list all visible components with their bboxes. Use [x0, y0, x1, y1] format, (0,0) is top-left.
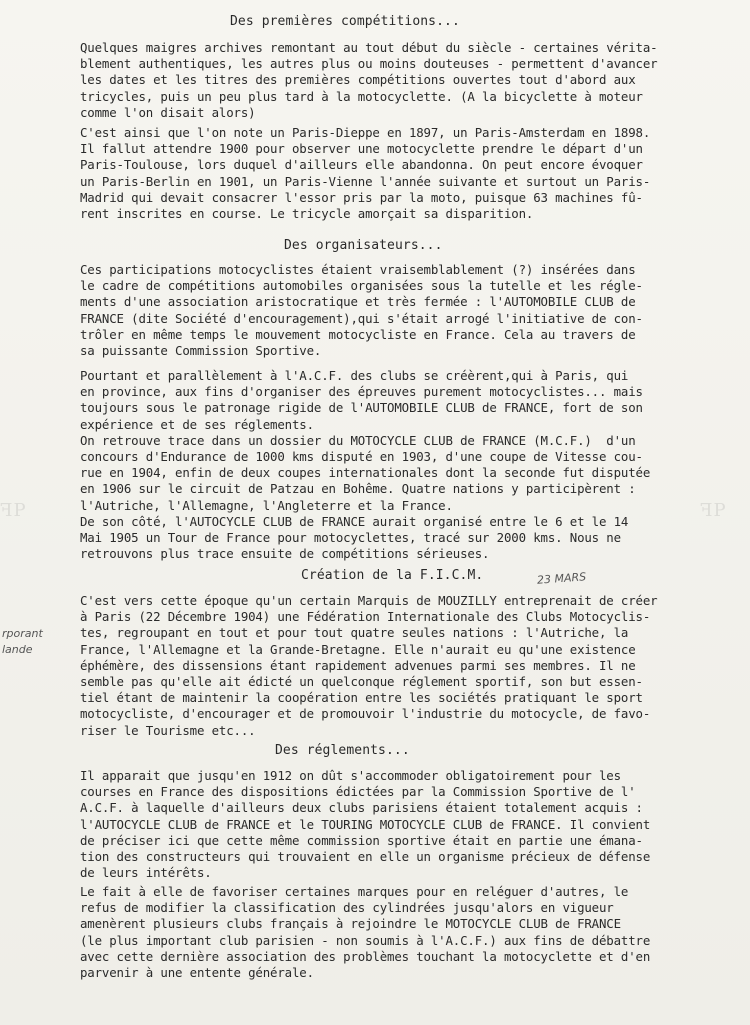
text-line: courses en France des dispositions édictées par la Commission Sportive de l' [80, 784, 636, 800]
text-line: Le fait à elle de favoriser certaines marques pour en reléguer d'autres, le [80, 884, 629, 899]
paragraph [80, 262, 720, 359]
text-line: rent inscrites en course. Le tricycle amorçait sa disparition. [80, 205, 534, 221]
text-line: refus de modifier la classification des cylindrées jusqu'alors en vigueur [80, 900, 614, 916]
text-line: de leurs intérêts. [80, 865, 212, 881]
text-line: retrouvons plus trace ensuite de compétitions sérieuses. [80, 546, 490, 562]
text-line: de préciser ici que cette même commission sportive était en partie une émana- [80, 832, 643, 848]
text-line: (le plus important club parisien - non soumis à l'A.C.F.) aux fins de débattre [80, 932, 651, 948]
text-line: C'est ainsi que l'on note un Paris-Dieppe en 1897, un Paris-Amsterdam en 1898. [80, 125, 651, 140]
text-line: FRANCE (dite Société d'encouragement),qui s'était arrogé l'initiative de con- [80, 310, 643, 326]
text-line: trôler en même temps le mouvement motocycliste en France. Cela au travers de [80, 326, 636, 342]
text-line: parvenir à une entente générale. [80, 964, 314, 980]
text-line: Ces participations motocyclistes étaient vraisemblablement (?) insérées dans [80, 262, 636, 277]
text-line: France, l'Allemagne et la Grande-Bretagne. Elle n'aurait eu qu'une existence [80, 641, 636, 657]
text-line: tricycles, puis un peu plus tard à la motocyclette. (A la bicyclette à moteur [80, 88, 643, 104]
text-line: à Paris (22 Décembre 1904) une Fédération Internationale des Clubs Motocyclis- [80, 609, 651, 625]
heading-creation-ficm: Création de la F.I.C.M. [301, 568, 484, 583]
paragraph [80, 884, 720, 981]
paragraph [80, 768, 720, 881]
paragraph [80, 368, 720, 562]
text-line: De son côté, l'AUTOCYCLE CLUB de FRANCE aurait organisé entre le 6 et le 14 [80, 513, 629, 529]
margin-note-line: lande [2, 643, 33, 656]
text-line: sa puissante Commission Sportive. [80, 342, 322, 358]
margin-note [2, 626, 43, 658]
text-line: Madrid qui devait consacrer l'essor pris par la moto, puisque 63 machines fû- [80, 189, 643, 205]
text-line: Il fallut attendre 1900 pour observer une motocyclette prendre le départ d'un [80, 141, 643, 157]
text-line: rue en 1904, enfin de deux coupes internationales dont la seconde fut disputée [80, 465, 651, 481]
text-line: en 1906 sur le circuit de Patzau en Bohême. Quatre nations y participèrent : [80, 481, 636, 497]
text-line: concours d'Endurance de 1000 kms disputé en 1903, d'une coupe de Vitesse cou- [80, 448, 643, 464]
text-line: en province, aux fins d'organiser des épreuves purement motocyclistes... mais [80, 384, 643, 400]
text-line: Pourtant et parallèlement à l'A.C.F. des clubs se créèrent,qui à Paris, qui [80, 368, 629, 383]
handwritten-annotation: 23 MARS [536, 570, 587, 587]
paragraph [80, 593, 720, 739]
bleed-through-mark: ꟻP [0, 500, 27, 521]
text-line: Quelques maigres archives remontant au tout début du siècle - certaines vérita- [80, 40, 658, 55]
heading-premieres-competitions: Des premières compétitions... [230, 14, 460, 29]
heading-reglements: Des réglements... [275, 743, 410, 758]
text-line: motocycliste, d'encourager et de promouvoir l'industrie du motocycle, de favo- [80, 706, 651, 722]
text-line: tes, regroupant en tout et pour tout quatre seules nations : l'Autriche, la [80, 625, 629, 641]
text-line: comme l'on disait alors) [80, 104, 256, 120]
text-line: riser le Tourisme etc... [80, 722, 256, 738]
paragraph [80, 40, 720, 121]
paragraph [80, 125, 720, 222]
text-line: blement authentiques, les autres plus ou moins douteuses - permettent d'avancer [80, 56, 658, 72]
text-line: A.C.F. à laquelle d'ailleurs deux clubs parisiens étaient totalement acquis : [80, 800, 643, 816]
text-line: avec cette dernière association des problèmes touchant la motocyclette et d'en [80, 948, 651, 964]
text-line: Mai 1905 un Tour de France pour motocyclettes, tracé sur 2000 kms. Nous ne [80, 529, 621, 545]
text-line: tion des constructeurs qui trouvaient en elle un organisme précieux de défense [80, 848, 651, 864]
text-line: éphémère, des dissensions étant rapidement advenues parmi ses membres. Il ne [80, 657, 636, 673]
margin-note-line: rporant [2, 627, 43, 640]
text-line: expérience et de ses réglements. [80, 416, 314, 432]
text-line: On retrouve trace dans un dossier du MOTOCYCLE CLUB de FRANCE (M.C.F.) d'un [80, 432, 636, 448]
heading-organisateurs: Des organisateurs... [284, 238, 443, 253]
text-line: amenèrent plusieurs clubs français à rejoindre le MOTOCYCLE CLUB de FRANCE [80, 916, 621, 932]
text-line: toujours sous le patronage rigide de l'AUTOMOBILE CLUB de FRANCE, fort de son [80, 400, 643, 416]
bleed-through-mark: ꟻP [700, 500, 727, 521]
text-line: le cadre de compétitions automobiles organisées sous la tutelle et les régle- [80, 278, 643, 294]
text-line: semble pas qu'elle ait édicté un quelconque réglement sportif, son but essen- [80, 673, 643, 689]
text-line: Paris-Toulouse, lors duquel d'ailleurs elle abandonna. On peut encore évoquer [80, 157, 643, 173]
text-line: ments d'une association aristocratique et très fermée : l'AUTOMOBILE CLUB de [80, 294, 636, 310]
text-line: l'AUTOCYCLE CLUB de FRANCE et le TOURING MOTOCYCLE CLUB de FRANCE. Il convient [80, 816, 651, 832]
text-line: tiel étant de maintenir la coopération entre les sociétés pratiquant le sport [80, 690, 643, 706]
text-line: un Paris-Berlin en 1901, un Paris-Vienne l'année suivante et surtout un Paris- [80, 173, 651, 189]
text-line: l'Autriche, l'Allemagne, l'Angleterre et la France. [80, 497, 453, 513]
text-line: C'est vers cette époque qu'un certain Marquis de MOUZILLY entreprenait de créer [80, 593, 658, 608]
text-line: les dates et les titres des premières compétitions ouvertes tout d'abord aux [80, 72, 636, 88]
text-line: Il apparait que jusqu'en 1912 on dût s'accommoder obligatoirement pour les [80, 768, 621, 783]
